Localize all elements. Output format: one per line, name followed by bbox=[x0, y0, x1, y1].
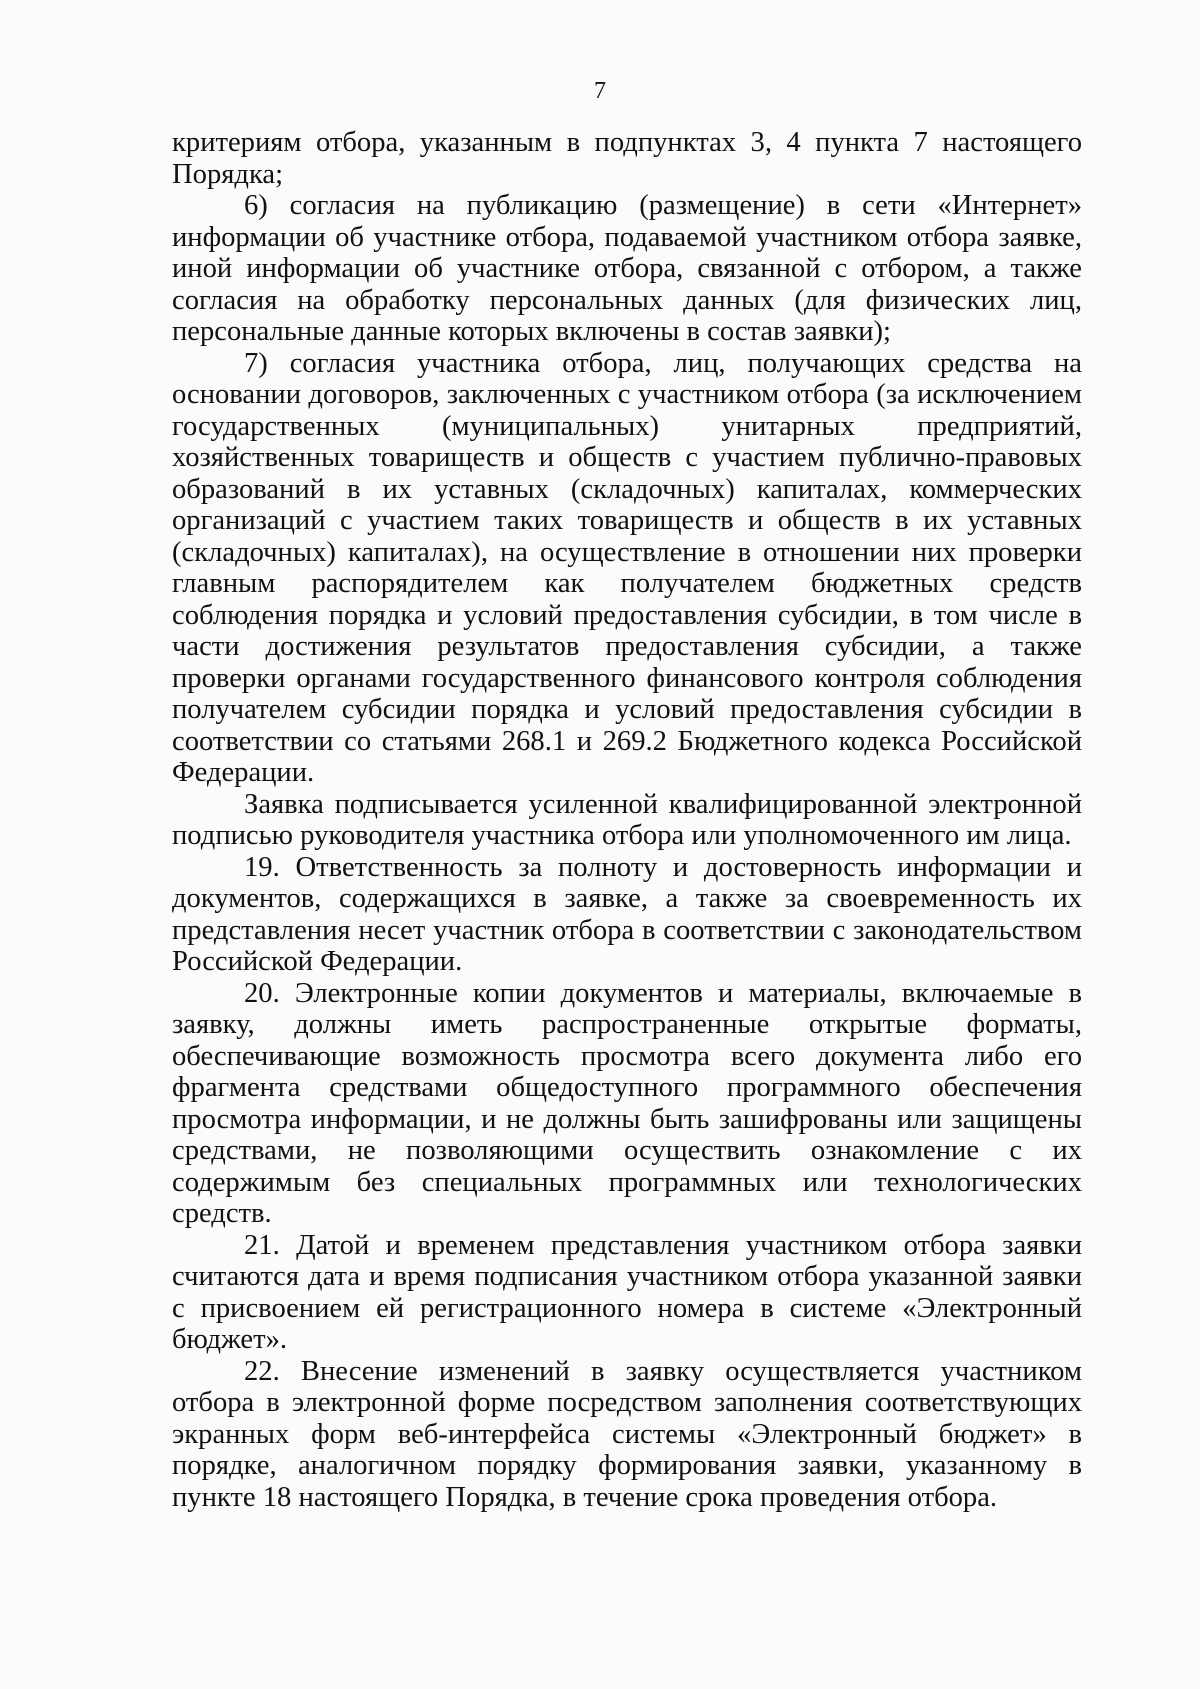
paragraph-continuation: критериям отбора, указанным в подпунктах 3, 4 пункта 7 настоящего Порядка; bbox=[172, 127, 1082, 190]
paragraph-20: 20. Электронные копии документов и материалы, включаемые в заявку, должны иметь распространенные открытые форматы, обеспечивающие возможность просмотра всего документа либо его фрагмента средствами общедоступного программного обеспечения просмотра информации, и не должны быть зашифрованы или защищены средствами, не позволяющими осуществить ознакомление с их содержимым без специальных программных или технологических средств. bbox=[172, 977, 1082, 1229]
paragraph-22: 22. Внесение изменений в заявку осуществляется участником отбора в электронной форме посредством заполнения соответствующих экранных форм веб-интерфейса системы «Электронный бюджет» в порядке, аналогичном порядку формирования заявки, указанному в пункте 18 настоящего Порядка, в течение срока проведения отбора. bbox=[172, 1355, 1082, 1513]
page-number: 7 bbox=[594, 78, 606, 104]
paragraph-item-6: 6) согласия на публикацию (размещение) в сети «Интернет» информации об участнике отбора, подаваемой участником отбора заявке, иной информации об участнике отбора, связанной с отбором, а также согласия на обработку персональных данных (для физических лиц, персональные данные которых включены в состав заявки); bbox=[172, 190, 1082, 347]
paragraph-item-7: 7) согласия участника отбора, лиц, получающих средства на основании договоров, заключенных с участником отбора (за исключением государственных (муниципальных) унитарных предприятий, хозяйственных товариществ и обществ с участием публично-правовых образований в их уставных (складочных) капиталах, коммерческих организаций с участием таких товариществ и обществ в их уставных (складочных) капиталах), на осуществление в отношении них проверки главным распорядителем как получателем бюджетных средств соблюдения порядка и условий предоставления субсидии, в том числе в части достижения результатов предоставления субсидии, а также проверки органами государственного финансового контроля соблюдения получателем субсидии порядка и условий предоставления субсидии в соответствии со статьями 268.1 и 269.2 Бюджетного кодекса Российской Федерации. bbox=[172, 347, 1082, 788]
paragraph-21: 21. Датой и временем представления участником отбора заявки считаются дата и время подписания участником отбора указанной заявки с присвоением ей регистрационного номера в системе «Электронный бюджет». bbox=[172, 1229, 1082, 1355]
paragraph-signature: Заявка подписывается усиленной квалифицированной электронной подписью руководителя участника отбора или уполномоченного им лица. bbox=[172, 788, 1082, 851]
document-body bbox=[172, 127, 1082, 1513]
paragraph-19: 19. Ответственность за полноту и достоверность информации и документов, содержащихся в заявке, а также за своевременность их представления несет участник отбора в соответствии с законодательством Российской Федерации. bbox=[172, 851, 1082, 977]
